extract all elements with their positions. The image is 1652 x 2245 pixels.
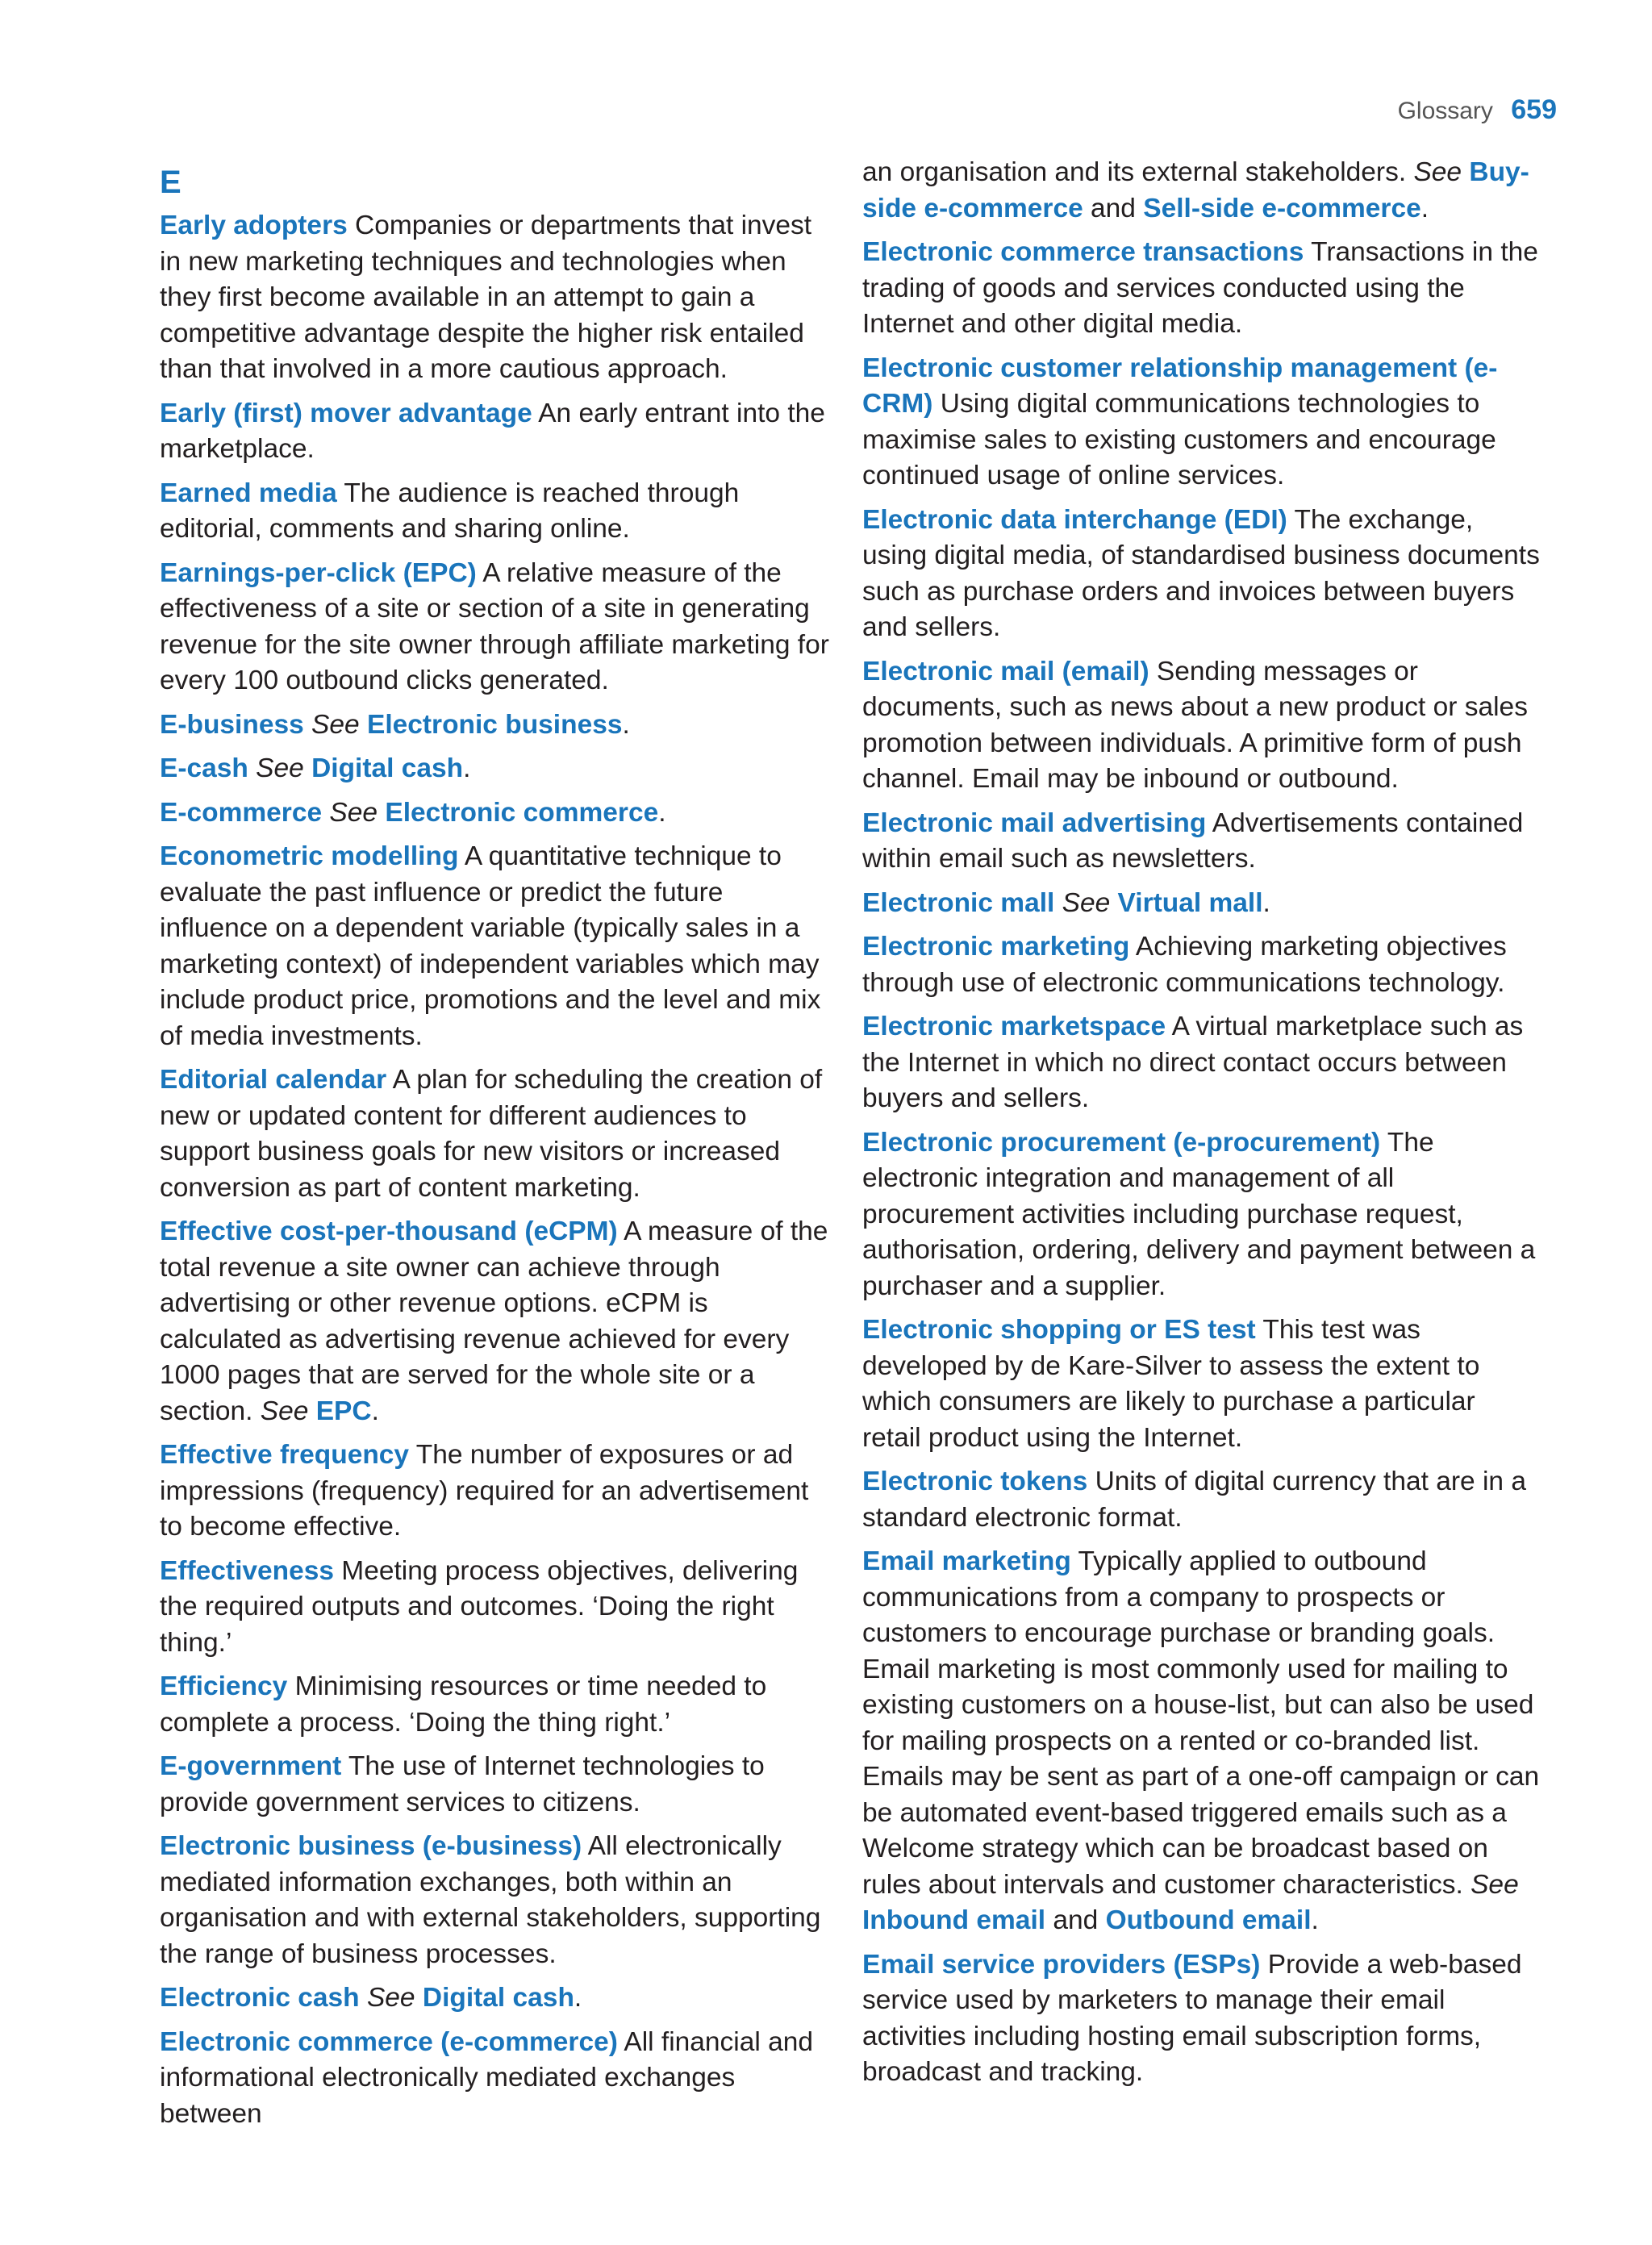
punctuation: .	[371, 1396, 379, 1426]
glossary-definition: Typically applied to outbound communications from a company to prospects or customers to encourage purchase or branding goals. Email marketing is most commonly used for mailing to existing customers on a house-list, but can also be used for mailing prospects on a rented or co-branded list. Emails may be sent as part of a one-off campaign or can be automated event-based triggered emails such as a Welcome strategy which can be broadcast based on rules about intervals and customer characteristics.	[862, 1546, 1540, 1900]
left-column	[160, 155, 834, 2140]
connector-text: and	[1083, 193, 1144, 223]
glossary-entry	[160, 1438, 834, 1546]
glossary-entry	[160, 396, 834, 468]
glossary-term: Electronic tokens	[862, 1467, 1088, 1496]
glossary-entry	[862, 1009, 1540, 1117]
glossary-entry	[160, 1062, 834, 1206]
punctuation: .	[574, 1983, 582, 2013]
letter-heading: E	[160, 165, 181, 200]
glossary-entry	[160, 707, 834, 744]
glossary-definition: A plan for scheduling the creation of new or updated content for different audiences to support business goals for new visitors or increased conversion as part of content marketing.	[160, 1065, 823, 1203]
connector-text: and	[1045, 1905, 1106, 1935]
glossary-definition: Sending messages or documents, such as news about a new product or sales promotion between individuals. A primitive form of push channel. Email may be inbound or outbound.	[862, 656, 1528, 794]
glossary-definition: All electronically mediated information exchanges, both within an organisation and with external stakeholders, supporting the range of business processes.	[160, 1831, 821, 1969]
glossary-definition: A relative measure of the effectiveness of a site or section of a site in generating revenue for the site owner through affiliate marketing for every 100 outbound clicks generated.	[160, 557, 829, 695]
glossary-term: Electronic commerce transactions	[862, 237, 1304, 267]
glossary-entry	[160, 839, 834, 1054]
glossary-definition: Meeting process objectives, delivering the required outputs and outcomes. ‘Doing the right thing.’	[160, 1555, 799, 1658]
glossary-definition: A virtual marketplace such as the Internet in which no direct contact occurs between buyers and sellers.	[862, 1012, 1524, 1113]
glossary-entry	[862, 806, 1540, 878]
right-column	[862, 155, 1540, 2099]
see-label: See	[322, 797, 386, 828]
glossary-term: E-business	[160, 709, 304, 740]
glossary-entry	[862, 155, 1540, 227]
glossary-term: Electronic commerce (e-commerce)	[160, 2026, 618, 2057]
glossary-entry	[160, 1749, 834, 1821]
glossary-definition: an organisation and its external stakeholders.	[862, 157, 1407, 187]
glossary-definition: The use of Internet technologies to provide government services to citizens.	[160, 1751, 765, 1817]
see-label: See	[252, 1396, 316, 1426]
cross-reference-link[interactable]: Inbound email	[862, 1905, 1046, 1935]
punctuation: .	[1311, 1905, 1319, 1935]
glossary-definition: Achieving marketing objectives through use of electronic communications technology.	[862, 932, 1507, 998]
glossary-term: Electronic mall	[862, 887, 1055, 918]
glossary-entry	[160, 1214, 834, 1429]
glossary-term: Efficiency	[160, 1671, 288, 1701]
glossary-definition: A measure of the total revenue a site owner can achieve through advertising or other revenue options. eCPM is calculated as advertising revenue achieved for every 1000 pages that are served for the whole site or a section.	[160, 1216, 828, 1426]
glossary-entry	[862, 503, 1540, 646]
glossary-definition: Minimising resources or time needed to complete a process. ‘Doing the thing right.’	[160, 1671, 767, 1738]
glossary-term: Electronic mail advertising	[862, 807, 1207, 838]
glossary-term: Electronic shopping or ES test	[862, 1315, 1256, 1345]
glossary-entry	[862, 654, 1540, 798]
glossary-entry	[160, 476, 834, 548]
glossary-definition: Transactions in the trading of goods and services conducted using the Internet and other digital media.	[862, 237, 1538, 339]
glossary-definition: All financial and informational electronically mediated exchanges between	[160, 2026, 813, 2129]
punctuation: .	[1420, 193, 1429, 223]
glossary-term: E-commerce	[160, 797, 323, 828]
glossary-term: Email service providers (ESPs)	[862, 1949, 1261, 1980]
cross-reference-link[interactable]: Electronic business	[366, 709, 623, 740]
cross-reference-link[interactable]: Electronic commerce	[385, 797, 659, 828]
see-label: See	[1406, 157, 1470, 187]
glossary-term: Electronic marketspace	[862, 1012, 1166, 1041]
glossary-term: E-cash	[160, 753, 248, 783]
glossary-definition: The number of exposures or ad impressions (frequency) required for an advertisement to become effective.	[160, 1440, 809, 1542]
glossary-entry	[862, 1312, 1540, 1456]
glossary-definition: Units of digital currency that are in a standard electronic format.	[862, 1467, 1526, 1533]
see-label: See	[1054, 887, 1118, 918]
glossary-definition: Provide a web-based service used by marketers to manage their email activities including hosting email subscription forms, broadcast and tracking.	[862, 1949, 1522, 2087]
see-label: See	[248, 753, 312, 783]
cross-reference-link[interactable]: Virtual mall	[1117, 887, 1263, 918]
glossary-definition: Advertisements contained within email such as newsletters.	[862, 807, 1524, 874]
cross-reference-link[interactable]: Sell-side e-commerce	[1143, 193, 1421, 223]
punctuation: .	[1262, 887, 1270, 918]
glossary-term: Effective frequency	[160, 1440, 410, 1470]
see-label: See	[1462, 1869, 1519, 1900]
running-head	[1398, 94, 1557, 127]
glossary-entry	[862, 1125, 1540, 1305]
glossary-entry	[862, 1947, 1540, 2091]
glossary-entry	[160, 208, 834, 388]
glossary-entry	[160, 1980, 834, 2017]
glossary-term: Effectiveness	[160, 1555, 334, 1586]
glossary-entry	[160, 795, 834, 832]
glossary-term: Email marketing	[862, 1546, 1071, 1576]
glossary-term: Earnings-per-click (EPC)	[160, 557, 477, 588]
glossary-term: Electronic cash	[160, 1983, 360, 2013]
glossary-definition: An early entrant into the marketplace.	[160, 398, 825, 464]
punctuation: .	[622, 709, 630, 740]
cross-reference-link[interactable]: Digital cash	[422, 1983, 574, 2013]
glossary-definition: The exchange, using digital media, of standardised business documents such as purchase orders and invoices between buyers and sellers.	[862, 504, 1540, 642]
glossary-entry	[160, 1669, 834, 1741]
see-label: See	[359, 1983, 423, 2013]
glossary-entry	[862, 1544, 1540, 1939]
glossary-definition: A quantitative technique to evaluate the past influence or predict the future influence on a dependent variable (typically sales in a marketing context) of independent variables which may include product price, promotions and the level and mix of media investments.	[160, 841, 821, 1051]
glossary-definition: Using digital communications technologies to maximise sales to existing customers and encourage continued usage of online services.	[862, 389, 1496, 490]
glossary-entry	[160, 2025, 834, 2133]
glossary-term: Electronic business (e-business)	[160, 1831, 582, 1861]
see-label: See	[303, 709, 367, 740]
glossary-entry	[862, 1464, 1540, 1536]
glossary-entry	[862, 886, 1540, 922]
glossary-term: Effective cost-per-thousand (eCPM)	[160, 1216, 618, 1246]
glossary-term: Electronic data interchange (EDI)	[862, 504, 1287, 535]
page-number: 659	[1511, 94, 1557, 125]
glossary-entry	[862, 351, 1540, 494]
cross-reference-link[interactable]: EPC	[315, 1396, 372, 1426]
cross-reference-link[interactable]: Outbound email	[1105, 1905, 1312, 1935]
glossary-entry	[862, 929, 1540, 1001]
glossary-entry	[160, 556, 834, 699]
glossary-term: Electronic marketing	[862, 932, 1130, 962]
glossary-term: Electronic mail (email)	[862, 656, 1149, 686]
glossary-entry	[160, 1829, 834, 1972]
punctuation: .	[658, 797, 666, 828]
cross-reference-link[interactable]: Digital cash	[311, 753, 464, 783]
glossary-term: Editorial calendar	[160, 1065, 387, 1095]
glossary-entry	[862, 235, 1540, 343]
section-title: Glossary	[1397, 98, 1493, 124]
glossary-definition: The audience is reached through editorial, comments and sharing online.	[160, 478, 740, 544]
cross-reference-link[interactable]: Buy-side e-commerce	[862, 157, 1529, 223]
glossary-term: Early adopters	[160, 211, 348, 240]
glossary-definition: The electronic integration and management of all procurement activities including purchase request, authorisation, ordering, delivery and payment between a purchaser and a supplier.	[862, 1127, 1536, 1301]
glossary-term: Earned media	[160, 478, 337, 508]
glossary-entry	[160, 751, 834, 787]
punctuation: .	[463, 753, 471, 783]
glossary-term: Electronic procurement (e-procurement)	[862, 1127, 1381, 1158]
glossary-entry	[160, 1554, 834, 1662]
glossary-term: Econometric modelling	[160, 841, 459, 871]
glossary-term: E-government	[160, 1751, 342, 1781]
glossary-term: Electronic customer relationship management (e-CRM)	[862, 353, 1498, 419]
glossary-definition: Companies or departments that invest in new marketing techniques and technologies when they first become available in an attempt to gain a competitive advantage despite the higher risk entailed than that involved in a more cautious approach.	[160, 211, 812, 384]
glossary-term: Early (first) mover advantage	[160, 398, 532, 428]
glossary-definition: This test was developed by de Kare-Silver to assess the extent to which consumers are likely to purchase a particular retail product using the Internet.	[862, 1315, 1480, 1453]
